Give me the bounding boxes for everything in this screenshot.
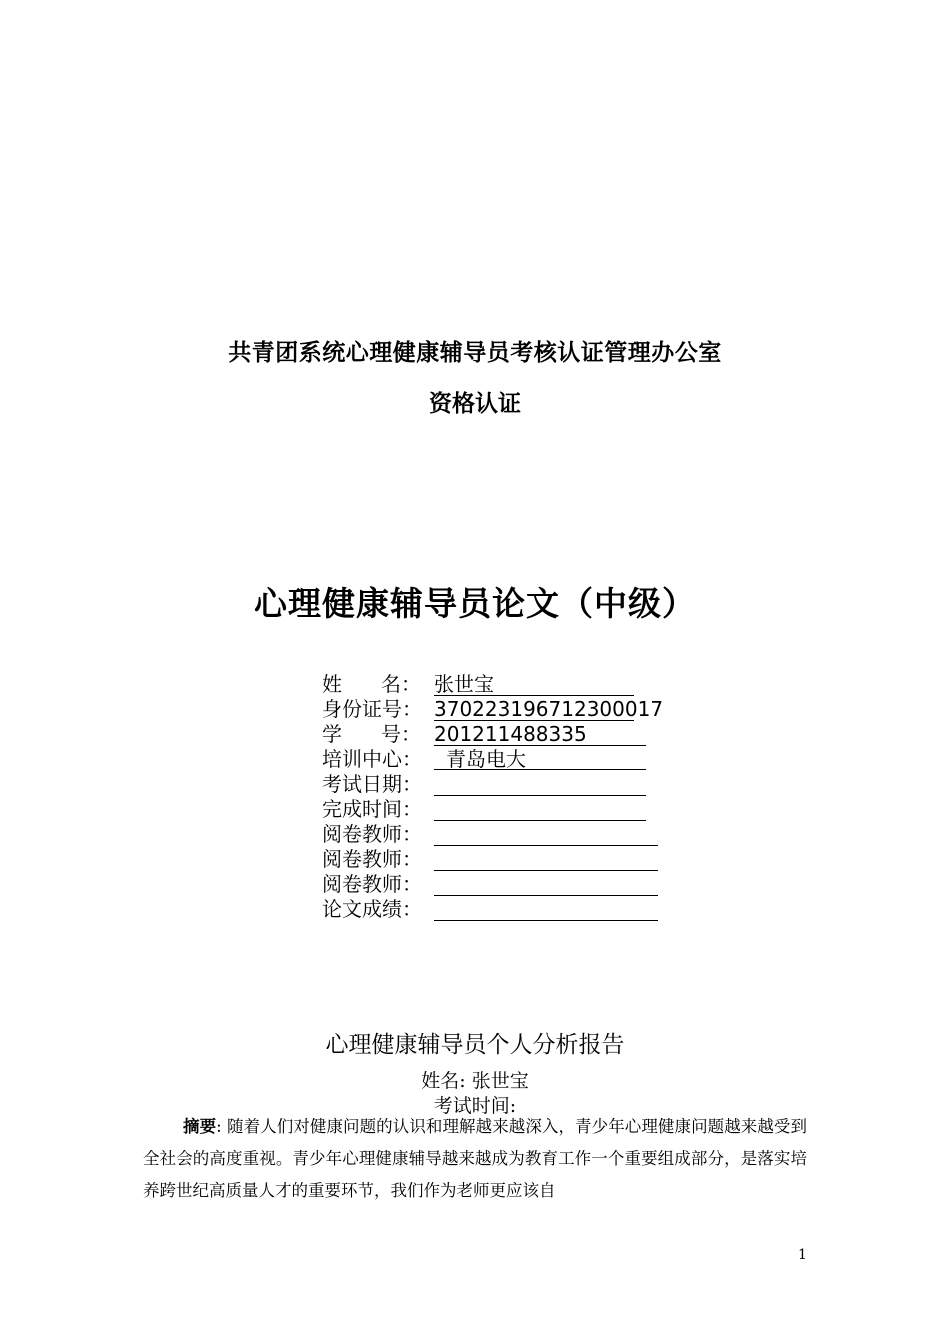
page-number: 1	[798, 1247, 807, 1263]
organization-header: 共青团系统心理健康辅导员考核认证管理办公室	[228, 340, 722, 366]
complete-time-label: 完成时间：	[322, 797, 422, 821]
info-row-exam-date	[322, 772, 682, 797]
score-value	[434, 897, 658, 921]
student-id-label: 学 号：	[322, 722, 421, 746]
reviewer-2-value	[434, 847, 658, 871]
abstract-label: 摘要	[183, 1117, 217, 1136]
certification-subtitle: 资格认证	[429, 391, 521, 417]
abstract-text: : 随着人们对健康问题的认识和理解越来越深入，青少年心理健康问题越来越受到全社会的高度重视。青少年心理健康辅导越来越成为教育工作一个重要组成部分，是落实培养跨世纪高质量人才的重要环节，我们作为老师更应该自	[143, 1117, 808, 1200]
student-id-value: 201211488335	[434, 722, 646, 746]
complete-time-value	[434, 797, 646, 821]
report-exam-time-line: 考试时间:	[433, 1095, 517, 1117]
abstract-paragraph	[143, 1111, 807, 1207]
id-label: 身份证号：	[322, 697, 422, 721]
report-name-line: 姓名: 张世宝	[421, 1070, 529, 1092]
info-form	[322, 672, 682, 922]
exam-date-label: 考试日期：	[322, 772, 422, 796]
info-row-name	[322, 672, 682, 697]
info-row-id	[322, 697, 682, 722]
info-row-reviewer-3	[322, 872, 682, 897]
name-label: 姓 名：	[322, 672, 421, 696]
reviewer-2-label: 阅卷教师：	[322, 847, 422, 871]
info-row-complete-time	[322, 797, 682, 822]
reviewer-3-label: 阅卷教师：	[322, 872, 422, 896]
info-row-reviewer-1	[322, 822, 682, 847]
report-title: 心理健康辅导员个人分析报告	[325, 1032, 625, 1058]
center-value: 青岛电大	[434, 747, 646, 770]
reviewer-3-value	[434, 872, 658, 896]
document-title: 心理健康辅导员论文（中级）	[254, 584, 696, 623]
exam-date-value	[434, 772, 646, 796]
info-row-student-id	[322, 722, 682, 747]
reviewer-1-label: 阅卷教师：	[322, 822, 422, 846]
score-label: 论文成绩：	[322, 897, 422, 921]
center-label: 培训中心：	[322, 747, 422, 771]
id-value: 370223196712300017	[434, 697, 664, 721]
info-row-reviewer-2	[322, 847, 682, 872]
info-row-center	[322, 747, 682, 772]
info-row-score	[322, 897, 682, 922]
name-value: 张世宝	[434, 672, 634, 696]
reviewer-1-value	[434, 822, 658, 846]
